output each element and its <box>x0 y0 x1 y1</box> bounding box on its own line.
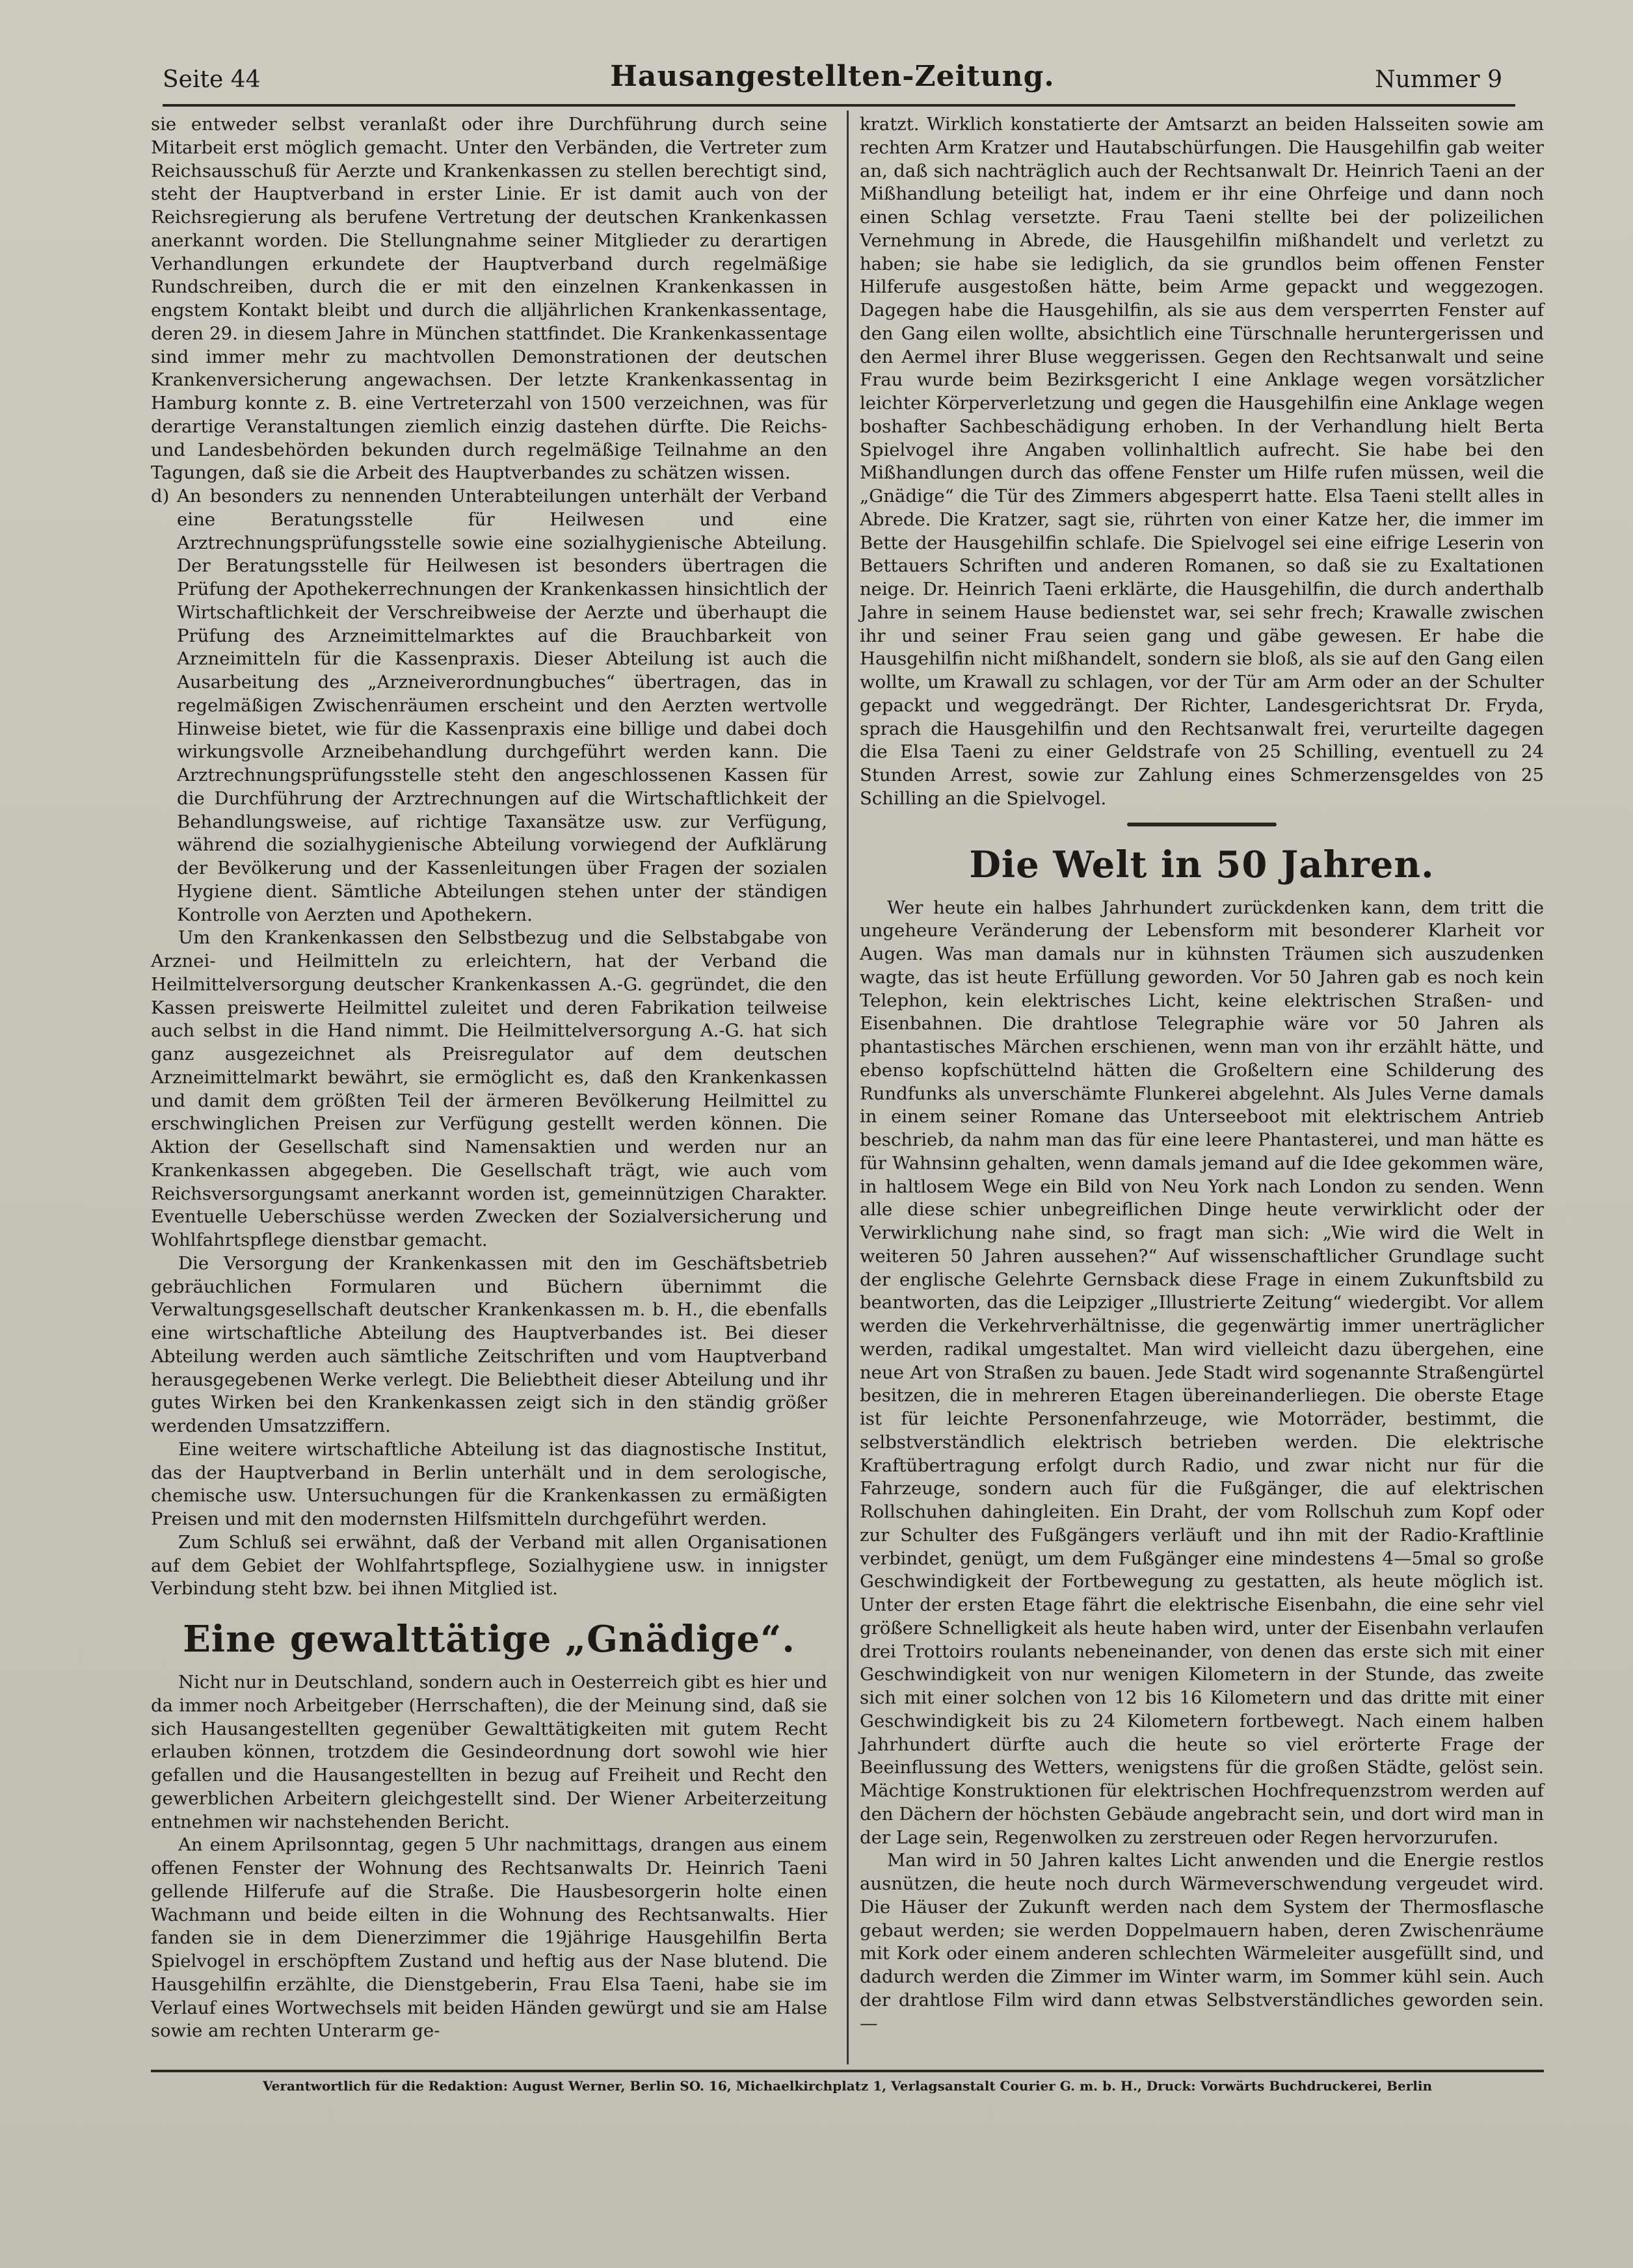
paragraph: Eine weitere wirtschaftliche Abteilung ist das diagnostische Institut, das der Hauptverband in Berlin unterhält und in dem serologische, chemische usw. Untersuchungen für die Krankenkassen zu ermäßigten Preisen und mit den modernsten Hilfsmitteln durchgeführt werden. <box>151 1438 827 1529</box>
list-marker: d) <box>151 486 170 507</box>
paragraph: Man wird in 50 Jahren kaltes Licht anwenden und die Energie restlos ausnützen, die heute noch durch Wärmeverschwendung vergeudet wird. Die Häuser der Zukunft werden nach dem System der Thermosflasche gebaut werden; sie werden Doppelmauern haben, deren Zwischenräume mit Kork oder einem anderen schlechten Wärmeleiter ausgefüllt sind, und dadurch werden die Zimmer im Winter warm, im Sommer kühl sein. Auch der drahtlose Film wird dann etwas Selbstverständliches geworden sein. — <box>860 1850 1544 2034</box>
paragraph: kratzt. Wirklich konstatierte der Amtsarzt an beiden Halsseiten sowie am rechten Arm Kratzer und Hautabschürfungen. Die Hausgehilfin gab weiter an, daß sich nachträglich auch der Rechtsanwalt Dr. Heinrich Taeni an der Mißhandlung beteiligt hat, indem er ihr eine Ohrfeige und dann noch einen Schlag versetzte. Frau Taeni stellte bei der polizeilichen Vernehmung in Abrede, die Hausgehilfin mißhandelt und verletzt zu haben; sie habe sie lediglich, da sie grundlos beim offenen Fenster Hilferufe ausgestoßen hätte, beim Arme gepackt und weggezogen. Dagegen habe die Hausgehilfin, als sie aus dem versperrten Fenster auf den Gang eilen wollte, absichtlich eine Türschnalle heruntergerissen und den Aermel ihrer Bluse weggerissen. Gegen den Rechtsanwalt und seine Frau wurde beim Bezirksgericht I eine Anklage wegen vorsätzlicher leichter Körperverletzung und gegen die Hausgehilfin eine Anklage wegen boshafter Sachbeschädigung erhoben. In der Verhandlung hielt Berta Spielvogel ihre Angaben vollinhaltlich aufrecht. Sie habe bei den Mißhandlungen durch das offene Fenster um Hilfe rufen müssen, weil die „Gnädige“ die Tür des Zimmers abgesperrt hatte. Elsa Taeni stellt alles in Abrede. Die Kratzer, sagt sie, rührten von einer Katze her, die immer im Bette der Hausgehilfin schlafe. Die Spielvogel sei eine eifrige Leserin von Bettauers Schriften und anderen Romanen, so daß sie zu Exaltationen neige. Dr. Heinrich Taeni erklärte, die Hausgehilfin, die durch anderthalb Jahre in seinem Hause bedienstet war, sei sehr frech; Krawalle zwischen ihr und seiner Frau seien gang und gäbe gewesen. Er habe die Hausgehilfin nicht mißhandelt, sondern sie bloß, als sie auf den Gang eilen wollte, um Krawall zu schlagen, vor der Tür am Arm oder an der Schulter gepackt und weggedrängt. Der Richter, Landesgerichtsrat Dr. Fryda, sprach die Hausgehilfin und den Rechtsanwalt frei, verurteilte dagegen die Elsa Taeni zu einer Geldstrafe von 25 Schilling, eventuell zu 24 Stunden Arrest, sowie zur Zahlung eines Schmerzensgeldes von 25 Schilling an die Spielvogel. <box>860 114 1544 809</box>
newspaper-title: Hausangestellten-Zeitung. <box>610 60 1055 93</box>
paragraph: Die Versorgung der Krankenkassen mit den im Geschäftsbetrieb gebräuchlichen Formularen und Büchern übernimmt die Verwaltungsgesellschaft deutscher Krankenkassen m. b. H., die ebenfalls eine wirtschaftliche Abteilung des Hauptverbandes ist. Bei dieser Abteilung werden auch sämtliche Zeitschriften und vom Hauptverband herausgegebenen Werke verlegt. Die Beliebtheit dieser Abteilung und ihr gutes Wirken bei den Krankenkassen zeigt sich in den ständig größer werdenden Umsatzziffern. <box>151 1252 827 1436</box>
paragraph: Um den Krankenkassen den Selbstbezug und die Selbstabgabe von Arznei- und Heilmitteln zu erleichtern, hat der Verband die Heilmittelversorgung deutscher Krankenkassen A.-G. gegründet, die den Kassen preiswerte Heilmittel zuleitet und deren Fabrikation teilweise auch selbst in die Hand nimmt. Die Heilmittelversorgung A.-G. hat sich ganz ausgezeichnet als Preisregulator auf dem deutschen Arzneimittelmarkt bewährt, sie ermöglicht es, daß den Krankenkassen und damit dem größten Teil der ärmeren Bevölkerung Heilmittel zu erschwinglichen Preisen zur Verfügung gestellt werden können. Die Aktion der Gesellschaft sind Namensaktien und werden nur an Krankenkassen abgegeben. Die Gesellschaft trägt, wie auch vom Reichsversorgungsamt anerkannt worden ist, gemeinnützigen Charakter. Eventuelle Ueberschüsse werden Zwecken der Sozialversicherung und Wohlfahrtspflege dienstbar gemacht. <box>151 927 827 1250</box>
left-column <box>151 113 827 2043</box>
paragraph: Nicht nur in Deutschland, sondern auch in Oesterreich gibt es hier und da immer noch Arbeitgeber (Herrschaften), die der Meinung sind, daß sie sich Hausangestellten gegenüber Gewalttätigkeiten mit gutem Recht erlauben können, trotzdem die Gesindeordnung dort sowohl wie hier gefallen und die Hausangestellten in bezug auf Freiheit und Recht den gewerblichen Arbeitern gleichgestellt sind. Der Wiener Arbeiterzeitung entnehmen wir nachstehenden Bericht. <box>151 1672 827 1832</box>
paragraph: sie entweder selbst veranlaßt oder ihre Durchführung durch seine Mitarbeit erst möglich gemacht. Unter den Verbänden, die Vertreter zum Reichsausschuß für Aerzte und Krankenkassen zu stellen berechtigt sind, steht der Hauptverband in erster Linie. Er ist damit auch von der Reichsregierung als berufene Vertretung der deutschen Krankenkassen anerkannt worden. Die Stellungnahme seiner Mitglieder zu derartigen Verhandlungen erkundete der Hauptverband durch regelmäßige Rundschreiben, durch die er mit den einzelnen Krankenkassen in engstem Kontakt bleibt und durch die alljährlichen Krankenkassentage, deren 29. in diesem Jahre in München stattfindet. Die Krankenkassentage sind immer mehr zu machtvollen Demonstrationen der deutschen Krankenversicherung angewachsen. Der letzte Krankenkassentag in Hamburg konnte z. B. eine Vertreterzahl von 1500 verzeichnen, was für derartige Veranstaltungen ziemlich einzig dastehen dürfte. Die Reichs- und Landesbehörden bekunden durch regelmäßige Teilnahme an den Tagungen, daß sie die Arbeit des Hauptverbandes zu schätzen wissen. <box>151 114 827 484</box>
column-divider <box>847 111 849 2064</box>
article-separator <box>1127 823 1277 826</box>
list-item-d <box>151 485 827 927</box>
paragraph: An einem Aprilsonntag, gegen 5 Uhr nachmittags, drangen aus einem offenen Fenster der Wohnung des Rechtsanwalts Dr. Heinrich Taeni gellende Hilferufe auf die Straße. Die Hausbesorgerin holte einen Wachmann und beide eilten in die Wohnung des Rechtsanwalts. Hier fanden sie in dem Dienerzimmer die 19jährige Hausgehilfin Berta Spielvogel in erschöpftem Zustand und heftig aus der Nase blutend. Die Hausgehilfin erzählte, die Dienstgeberin, Frau Elsa Taeni, habe sie im Verlauf eines Wortwechsels mit beiden Händen gewürgt und sie am Halse sowie am rechten Unterarm ge- <box>151 1834 827 2042</box>
paragraph: Zum Schluß sei erwähnt, daß der Verband mit allen Organisationen auf dem Gebiet der Wohlfahrtspflege, Sozialhygiene usw. in innigster Verbindung steht bzw. bei ihnen Mitglied ist. <box>151 1531 827 1600</box>
paragraph: Wer heute ein halbes Jahrhundert zurückdenken kann, dem tritt die ungeheure Veränderung der Lebensform mit besonderer Klarheit vor Augen. Was man damals nur in kühnsten Träumen sich auszudenken wagte, das ist heute Erfüllung geworden. Vor 50 Jahren gab es noch kein Telephon, kein elektrisches Licht, keine elektrischen Straßen- und Eisenbahnen. Die drahtlose Telegraphie wäre vor 50 Jahren als phantastisches Märchen erschienen, wenn man von ihr erzählt hätte, und ebenso kopfschüttelnd hätten die Großeltern eine Schilderung des Rundfunks als unverschämte Flunkerei abgelehnt. Als Jules Verne damals in einem seiner Romane das Unterseeboot mit elektrischem Antrieb beschrieb, da nahm man das für eine leere Phantasterei, und man hätte es für Wahnsinn gehalten, wenn damals jemand auf die Idee gekommen wäre, in haltlosem Wege ein Bild von Neu York nach London zu senden. Wenn alle diese schier unbegreiflichen Dinge heute verwirklicht oder der Verwirklichung nahe sind, so fragt man sich: „Wie wird die Welt in weiteren 50 Jahren aussehen?“ Auf wissenschaftlicher Grundlage sucht der englische Gelehrte Gernsback diese Frage in einem Zukunftsbild zu beantworten, das die Leipziger „Illustrierte Zeitung“ wiedergibt. Vor allem werden die Verkehrverhältnisse, die gegenwärtig immer unerträglicher werden, radikal umgestaltet. Man wird vielleicht dazu übergehen, eine neue Art von Straßen zu bauen. Jede Stadt wird sogenannte Straßengürtel besitzen, die in mehreren Etagen übereinanderliegen. Die oberste Etage ist für leichte Personenfahrzeuge, wie Motorräder, bestimmt, die selbstverständlich elektrisch betrieben werden. Die elektrische Kraftübertragung erfolgt durch Radio, und zwar nicht nur für die Fahrzeuge, sondern auch für die Fußgänger, die auf elektrischen Rollschuhen dahingleiten. Ein Draht, der vom Rollschuh zum Kopf oder zur Schulter des Fußgängers verläuft und ihn mit der Radio-Kraftlinie verbindet, genügt, um dem Fußgänger eine mindestens 4—5mal so große Geschwindigkeit der Fortbewegung zu gestatten, als heute möglich ist. Unter der ersten Etage fährt die elektrische Eisenbahn, die eine sehr viel größere Schnelligkeit als heute haben wird, unter der Eisenbahn verlaufen drei Trottoirs roulants nebeneinander, von denen das erste sich mit einer Geschwindigkeit von nur wenigen Kilometern in der Stunde, das zweite sich mit einer solchen von 12 bis 16 Kilometern und das dritte mit einer Geschwindigkeit bis zu 24 Kilometern fortbewegt. Nach einem halben Jahrhundert dürfte auch die heute so viel erörterte Frage der Beeinflussung des Wetters, wenigstens für die großen Städte, gelöst sein. Mächtige Konstruktionen für elektrischen Hochfrequenzstrom werden auf den Dächern der höchsten Gebäude angebracht sein, und dort wird man in der Lage sein, Regenwolken zu zerstreuen oder Regen hervorzurufen. <box>860 897 1544 1848</box>
article-heading-gnaedige: Eine gewalttätige „Gnädige“. <box>183 1618 795 1661</box>
footer-rule <box>151 2070 1544 2072</box>
imprint-footer: Verantwortlich für die Redaktion: August Werner, Berlin SO. 16, Michaelkirchplatz 1, Verlagsanstalt Courier G. m. b. H., Druck: Vorwärts Buchdruckerei, Berlin <box>263 2078 1432 2094</box>
page-header <box>163 60 1502 99</box>
article-heading-welt: Die Welt in 50 Jahren. <box>969 843 1435 886</box>
right-column <box>860 113 1544 2035</box>
list-item-text: An besonders zu nennenden Unterabteilungen unterhält der Verband eine Beratungsstelle für Heilwesen und eine Arztrechnungsprüfungsstelle sowie eine sozialhygienische Abteilung. Der Beratungsstelle für Heilwesen ist besonders übertragen die Prüfung der Apothekerrechnungen der Krankenkassen hinsichtlich der Wirtschaftlichkeit der Verschreibweise der Aerzte und überhaupt die Prüfung des Arzneimittelmarktes auf die Brauchbarkeit von Arzneimitteln für die Kassenpraxis. Dieser Abteilung ist auch die Ausarbeitung des „Arzneiverordnungbuches“ übertragen, das in regelmäßigen Zwischenräumen erscheint und den Aerzten wertvolle Hinweise bietet, wie für die Kassenpraxis eine billige und dabei doch wirkungsvolle Arzneibehandlung durchgeführt werden kann. Die Arztrechnungsprüfungsstelle steht den angeschlossenen Kassen für die Durchführung der Arztrechnungen auf die Wirtschaftlichkeit der Behandlungsweise, auf richtige Taxansätze usw. zur Verfügung, während die sozialhygienische Abteilung vorwiegend der Aufklärung der Bevölkerung und der Kassenleitungen über Fragen der sozialen Hygiene dient. Sämtliche Abteilungen stehen unter der ständigen Kontrolle von Aerzten und Apothekern. <box>177 486 827 925</box>
issue-number: Nummer 9 <box>1375 66 1502 93</box>
page-number: Seite 44 <box>163 66 261 93</box>
header-rule <box>163 104 1515 107</box>
